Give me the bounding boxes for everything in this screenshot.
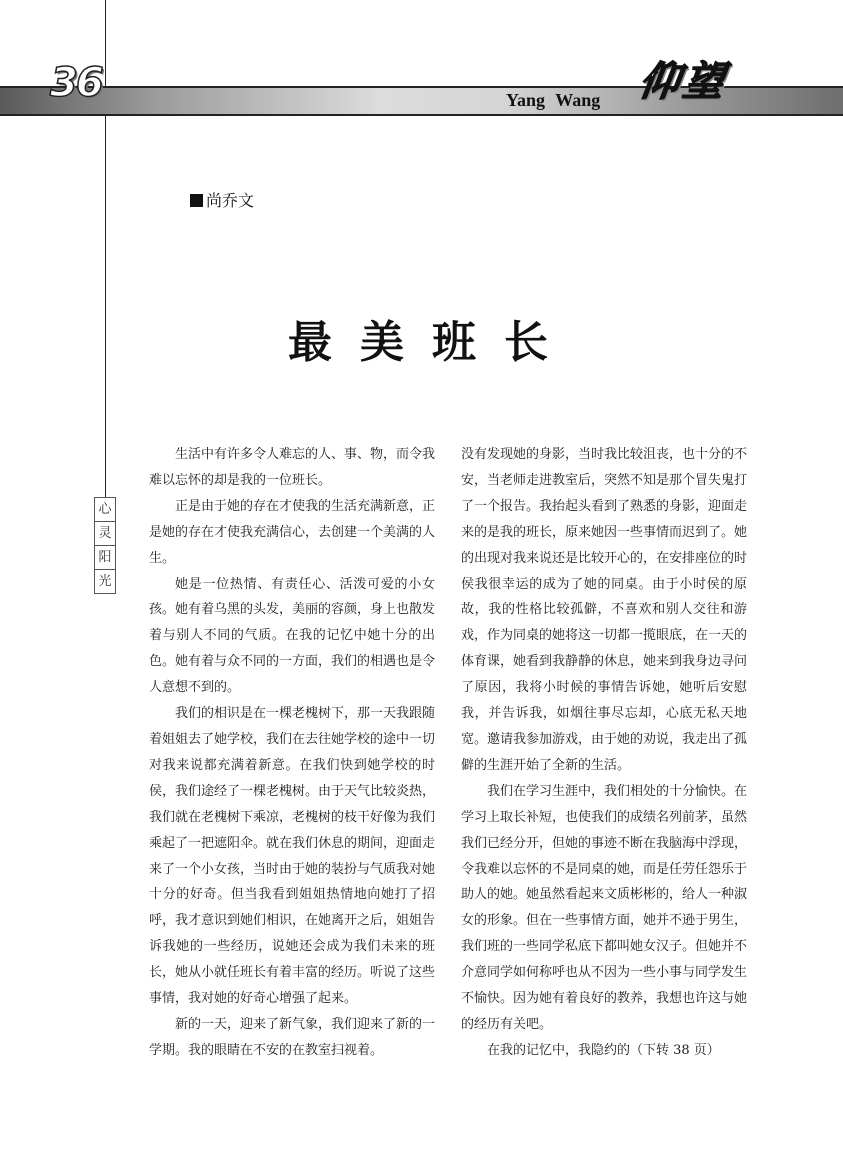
section-tag-char: 光 — [98, 574, 112, 589]
byline-square-icon — [190, 194, 203, 207]
column-name: Yang Wang — [506, 90, 601, 110]
paragraph: 我们的相识是在一棵老槐树下，那一天我跟随着姐姐去了她学校，我们在去往她学校的途中一切对我来说都充满着新意。在我们快到她学校的时侯，我们途经了一棵老槐树。由于天气比较炎热，我们就在老槐树下乘凉，老槐树的枝干好像为我们乘起了一把遮阳伞。就在我们休息的期间，迎面走来了一个小女孩，当时由于她的装扮与气质我对她十分的好奇。但当我看到姐姐热情地向她打了招呼，我才意识到她们相识，在她离开之后，姐姐告诉我她的一些经历，说她还会成为我们未来的班长，她从小就任班长有着丰富的经历。听说了这些事情，我对她的好奇心增强了起来。 — [149, 706, 436, 1007]
paragraph: 正是由于她的存在才使我的生活充满新意，正是她的存在才使我充满信心，去创建一个美满的人生。 — [149, 498, 436, 566]
body-column-right — [461, 442, 747, 1064]
section-tag — [94, 497, 116, 594]
paragraph: 她是一位热情、有责任心、活泼可爱的小女孩。她有着乌黑的头发，美丽的容颜，身上也散发着与别人不同的气质。在我的记忆中她十分的出色。她有着与众不同的一方面，我们的相遇也是令人意想不到的。 — [149, 576, 436, 696]
paragraph: 生活中有许多令人难忘的人、事、物，而令我难以忘怀的却是我的一位班长。 — [149, 447, 436, 488]
continuation-note: 在我的记忆中，我隐约的（下转 38 页） — [487, 1042, 720, 1058]
body-column-left — [149, 442, 435, 1064]
paragraph: 没有发现她的身影，当时我比较沮丧，也十分的不安，当老师走进教室后，突然不知是那个冒失鬼打了一个报告。我抬起头看到了熟悉的身影，迎面走来的是我的班长，原来她因一些事情而迟到了。她的出现对我来说还是比较开心的，在安排座位的时侯我很幸运的成为了她的同桌。由于小时侯的原故，我的性格比较孤僻，不喜欢和别人交往和游戏，作为同桌的她将这一切都一揽眼底，在一天的体育课，她看到我静静的休息，她来到我身边寻问了原因，我将小时候的事情告诉她，她听后安慰我，并告诉我，如烟往事尽忘却，心底无私天地宽。邀请我参加游戏，由于她的劝说，我走出了孤僻的生涯开始了全新的生活。 — [461, 447, 748, 773]
paragraph: 新的一天，迎来了新气象，我们迎来了新的一学期。我的眼睛在不安的在教室扫视着。 — [149, 1016, 436, 1058]
section-tag-char: 心 — [95, 498, 115, 522]
paragraph: 我们在学习生涯中，我们相处的十分愉快。在学习上取长补短，也使我们的成绩名列前茅，虽然我们已经分开，但她的事迹不断在我脑海中浮现，令我难以忘怀的不是同桌的她，而是任劳任怨乐于助人的她。她虽然看起来文质彬彬的，给人一种淑女的形象。但在一些事情方面，她并不逊于男生，我们班的一些同学私底下都叫她女汉子。但她并不介意同学如何称呼也从不因为一些小事与同学发生不愉快。因为她有着良好的教养，我想也许这与她的经历有关吧。 — [461, 783, 748, 1032]
author-name: 尚乔文 — [206, 191, 255, 210]
section-tag-char: 阳 — [95, 546, 115, 570]
byline — [190, 188, 254, 211]
article-title: 最美班长 — [288, 317, 576, 368]
page-number: 36 — [50, 60, 102, 106]
section-tag-char: 灵 — [95, 522, 115, 546]
column-logo: 仰望 — [636, 59, 731, 105]
